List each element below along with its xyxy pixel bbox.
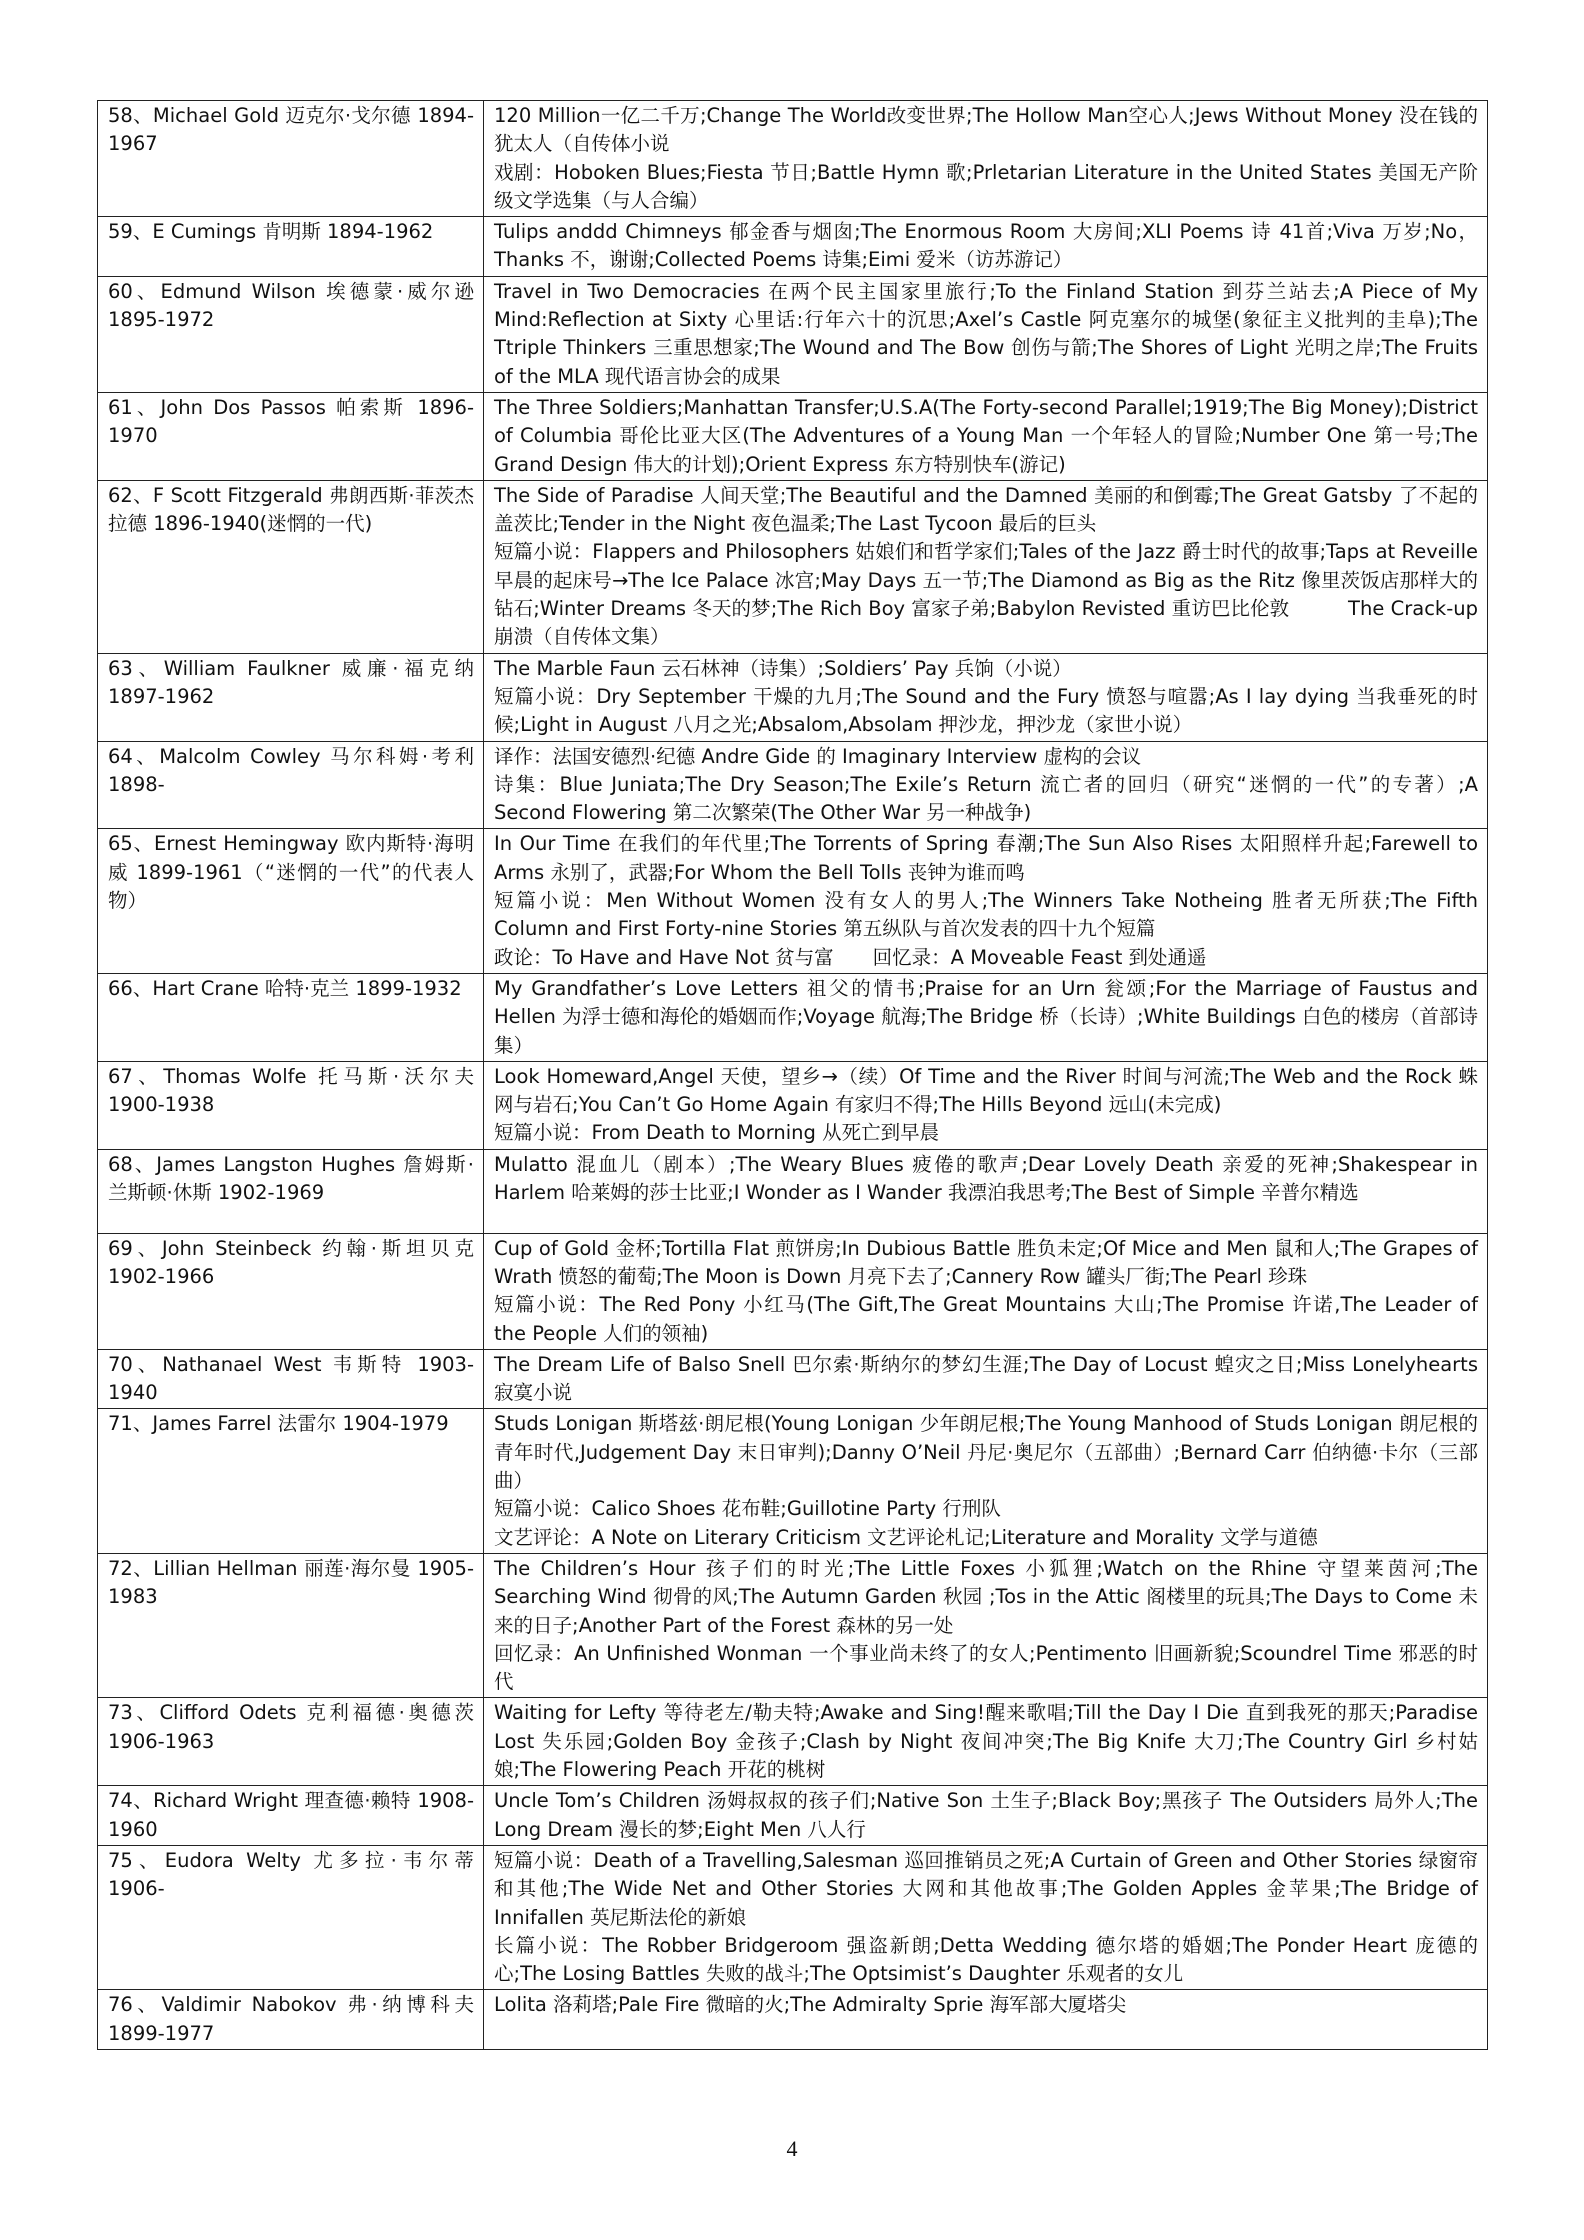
author-cell: 64、Malcolm Cowley 马尔科姆·考利 1898- (98, 741, 484, 829)
table-row (98, 1409, 1488, 1553)
works-line: Cup of Gold 金杯;Tortilla Flat 煎饼房;In Dubious Battle 胜负未定;Of Mice and Men 鼠和人;The Grapes of Wrath 愤怒的葡萄;The Moon is Down 月亮下去了;Cannery Row 罐头厂街;The Pearl 珍珠 (494, 1236, 1478, 1288)
table-row (98, 480, 1488, 653)
works-line: In Our Time 在我们的年代里;The Torrents of Spring 春潮;The Sun Also Rises 太阳照样升起;Farewell to Arms 永别了，武器;For Whom the Bell Tolls 丧钟为谁而鸣 (494, 832, 1478, 884)
works-line: Lolita 洛莉塔;Pale Fire 微暗的火;The Admiralty Sprie 海军部大厦塔尖 (494, 1993, 1127, 2017)
table-body (98, 101, 1488, 2050)
works-cell (484, 1061, 1488, 1149)
works-cell (484, 1990, 1488, 2050)
author-cell: 75、Eudora Welty 尤多拉·韦尔蒂 1906- (98, 1845, 484, 1989)
works-cell (484, 1845, 1488, 1989)
works-line: 文艺评论：A Note on Literary Criticism 文艺评论札记;Literature and Morality 文学与道德 (494, 1525, 1318, 1549)
table-row (98, 1845, 1488, 1989)
works-line: 长篇小说：The Robber Bridgeroom 强盗新朗;Detta Wedding 德尔塔的婚姻;The Ponder Heart 庞德的心;The Losing Battles 失败的战斗;The Optsimist’s Daughter 乐观者的女儿 (494, 1933, 1478, 1986)
works-line: 短篇小说：Men Without Women 没有女人的男人;The Winners Take Notheing 胜者无所获;The Fifth Column and First Forty-nine Stories 第五纵队与首次发表的四十九个短篇 (494, 889, 1478, 941)
table-row (98, 1349, 1488, 1409)
works-line: Travel in Two Democracies 在两个民主国家里旅行;To the Finland Station 到芬兰站去;A Piece of My Mind:Reflection at Sixty 心里话:行年六十的沉思;Axel’s Castle 阿克塞尔的城堡(象征主义批判的圭阜);The Ttriple Thinkers 三重思想家;The Wound and The Bow 创伤与箭;The Shores of Light 光明之岸;The Fruits of the MLA 现代语言协会的成果 (494, 279, 1478, 388)
works-line: 戏剧：Hoboken Blues;Fiesta 节日;Battle Hymn 歌;Prletarian Literature in the United States 美国无产阶级文学选集（与人合编） (494, 160, 1478, 212)
table-row (98, 1553, 1488, 1697)
table-row (98, 1990, 1488, 2050)
works-line: The Children’s Hour 孩子们的时光;The Little Foxes 小狐狸;Watch on the Rhine 守望莱茵河;The Searching Wind 彻骨的风;The Autumn Garden 秋园 ;Tos in the Attic 阁楼里的玩具;The Days to Come 未来的日子;Another Part of the Forest 森林的另一处 (494, 1556, 1478, 1637)
author-cell: 63、William Faulkner 威廉·福克纳 1897-1962 (98, 653, 484, 741)
works-line: The Three Soldiers;Manhattan Transfer;U.S.A(The Forty-second Parallel;1919;The Big Money);District of Columbia 哥伦比亚大区(The Adventures of a Young Man 一个年轻人的冒险;Number One 第一号;The Grand Design 伟大的计划);Orient Express 东方特别快车(游记) (494, 395, 1478, 476)
works-cell (484, 741, 1488, 829)
author-cell: 74、Richard Wright 理查德·赖特 1908-1960 (98, 1786, 484, 1846)
table-row (98, 1061, 1488, 1149)
table-row (98, 829, 1488, 973)
works-line: The Dream Life of Balso Snell 巴尔索·斯纳尔的梦幻生涯;The Day of Locust 蝗灾之日;Miss Lonelyhearts 寂寞小说 (494, 1352, 1478, 1405)
works-cell (484, 1233, 1488, 1349)
works-line: Mulatto 混血儿（剧本）;The Weary Blues 疲倦的歌声;Dear Lovely Death 亲爱的死神;Shakespear in Harlem 哈莱姆的莎士比亚;I Wonder as I Wander 我漂泊我思考;The Best of Simple 辛普尔精选 (494, 1152, 1478, 1204)
works-line: Waiting for Lefty 等待老左/勒夫特;Awake and Sing!醒来歌唱;Till the Day I Die 直到我死的那天;Paradise Lost 失乐园;Golden Boy 金孩子;Clash by Night 夜间冲突;The Big Knife 大刀;The Country Girl 乡村姑娘;The Flowering Peach 开花的桃树 (494, 1701, 1478, 1782)
table-row (98, 741, 1488, 829)
table-row (98, 1149, 1488, 1233)
table-row (98, 1786, 1488, 1846)
table-row (98, 392, 1488, 480)
author-cell: 66、Hart Crane 哈特·克兰 1899-1932 (98, 973, 484, 1061)
author-cell: 70、Nathanael West 韦斯特 1903-1940 (98, 1349, 484, 1409)
works-line: 短篇小说：The Red Pony 小红马(The Gift,The Great Mountains 大山;The Promise 许诺,The Leader of the People 人们的领袖) (494, 1293, 1478, 1345)
table-row (98, 653, 1488, 741)
table-row (98, 276, 1488, 392)
works-cell (484, 973, 1488, 1061)
table-row (98, 973, 1488, 1061)
works-cell (484, 480, 1488, 653)
works-cell (484, 1349, 1488, 1409)
table-row (98, 217, 1488, 277)
works-line: 短篇小说：From Death to Morning 从死亡到早晨 (494, 1121, 940, 1145)
document-page (97, 100, 1488, 2050)
works-cell (484, 217, 1488, 277)
works-cell (484, 101, 1488, 217)
author-cell: 73、Clifford Odets 克利福德·奥德茨 1906-1963 (98, 1698, 484, 1786)
works-line: 短篇小说：Death of a Travelling,Salesman 巡回推销员之死;A Curtain of Green and Other Stories 绿窗帘和其他;The Wide Net and Other Stories 大网和其他故事;The Golden Apples 金苹果;The Bridge of Innifallen 英尼斯法伦的新娘 (494, 1848, 1478, 1929)
authors-works-table (97, 100, 1488, 2050)
author-cell: 61、John Dos Passos 帕索斯 1896-1970 (98, 392, 484, 480)
author-cell: 76、Valdimir Nabokov 弗·纳博科夫 1899-1977 (98, 1990, 484, 2050)
works-line: Look Homeward,Angel 天使，望乡→（续）Of Time and the River 时间与河流;The Web and the Rock 蛛网与岩石;You Can’t Go Home Again 有家归不得;The Hills Beyond 远山(未完成) (494, 1064, 1478, 1117)
table-row (98, 1233, 1488, 1349)
author-cell: 65、Ernest Hemingway 欧内斯特·海明威 1899-1961（“迷惘的一代”的代表人物） (98, 829, 484, 973)
author-cell: 68、James Langston Hughes 詹姆斯·兰斯顿·休斯 1902-1969 (98, 1149, 484, 1233)
works-line: The Side of Paradise 人间天堂;The Beautiful and the Damned 美丽的和倒霉;The Great Gatsby 了不起的盖茨比;Tender in the Night 夜色温柔;The Last Tycoon 最后的巨头 (494, 483, 1478, 536)
works-cell (484, 1553, 1488, 1697)
author-cell: 60、Edmund Wilson 埃德蒙·威尔逊 1895-1972 (98, 276, 484, 392)
works-cell (484, 392, 1488, 480)
page-number: 4 (786, 2136, 798, 2161)
works-line: Studs Lonigan 斯塔兹·朗尼根(Young Lonigan 少年朗尼根;The Young Manhood of Studs Lonigan 朗尼根的青年时代,Judgement Day 末日审判);Danny O’Neil 丹尼·奥尼尔（五部曲）;Bernard Carr 伯纳德·卡尔（三部曲） (494, 1412, 1478, 1493)
works-line: 译作：法国安德烈·纪德 Andre Gide 的 Imaginary Interview 虚构的会议 (494, 744, 1141, 768)
works-line: 回忆录：An Unfinished Wonman 一个事业尚未终了的女人;Pentimento 旧画新貌;Scoundrel Time 邪恶的时代 (494, 1641, 1478, 1694)
works-cell (484, 653, 1488, 741)
works-cell (484, 276, 1488, 392)
works-line: 诗集：Blue Juniata;The Dry Season;The Exile’s Return 流亡者的回归（研究“迷惘的一代”的专著）;A Second Flowering 第二次繁荣(The Other War 另一种战争) (494, 772, 1478, 825)
works-line: 短篇小说：Flappers and Philosophers 姑娘们和哲学家们;Tales of the Jazz 爵士时代的故事;Taps at Reveille 早晨的起床号→The Ice Palace 冰宫;May Days 五一节;The Diamond as Big as the Ritz 像里茨饭店那样大的钻石;Winter Dreams 冬天的梦;The Rich Boy 富家子弟;Babylon Revisted 重访巴比伦敦 The Crack-up 崩溃（自传体文集） (494, 540, 1478, 649)
works-cell (484, 1786, 1488, 1846)
works-line: My Grandfather’s Love Letters 祖父的情书;Praise for an Urn 瓮颂;For the Marriage of Faustus and Hellen 为浮士德和海伦的婚姻而作;Voyage 航海;The Bridge 桥（长诗）;White Buildings 白色的楼房（首部诗集） (494, 976, 1478, 1057)
author-cell: 62、F Scott Fitzgerald 弗朗西斯·菲茨杰拉德 1896-1940(迷惘的一代) (98, 480, 484, 653)
works-line: Uncle Tom’s Children 汤姆叔叔的孩子们;Native Son 土生子;Black Boy;黑孩子 The Outsiders 局外人;The Long Dream 漫长的梦;Eight Men 八人行 (494, 1789, 1478, 1841)
author-cell: 72、Lillian Hellman 丽莲·海尔曼 1905-1983 (98, 1553, 484, 1697)
works-cell (484, 1698, 1488, 1786)
works-line: Tulips anddd Chimneys 郁金香与烟囱;The Enormous Room 大房间;XLI Poems 诗 41首;Viva 万岁;No， Thanks 不，谢谢;Collected Poems 诗集;Eimi 爱米（访苏游记） (494, 220, 1478, 272)
works-line: 120 Million一亿二千万;Change The World改变世界;The Hollow Man空心人;Jews Without Money 没在钱的犹太人（自传体小说 (494, 104, 1478, 156)
works-cell (484, 829, 1488, 973)
works-line: 短篇小说：Dry September 干燥的九月;The Sound and the Fury 愤怒与喧嚣;As I lay dying 当我垂死的时候;Light in August 八月之光;Absalom,Absolam 押沙龙，押沙龙（家世小说） (494, 684, 1478, 737)
works-line: 短篇小说：Calico Shoes 花布鞋;Guillotine Party 行刑队 (494, 1497, 1001, 1521)
table-row (98, 1698, 1488, 1786)
author-cell: 69、John Steinbeck 约翰·斯坦贝克 1902-1966 (98, 1233, 484, 1349)
table-row (98, 101, 1488, 217)
author-cell: 59、E Cumings 肯明斯 1894-1962 (98, 217, 484, 277)
author-cell: 67、Thomas Wolfe 托马斯·沃尔夫 1900-1938 (98, 1061, 484, 1149)
works-cell (484, 1409, 1488, 1553)
works-line: 政论：To Have and Have Not 贫与富 回忆录：A Moveable Feast 到处通遥 (494, 945, 1207, 969)
works-line: The Marble Faun 云石林神（诗集）;Soldiers’ Pay 兵饷（小说） (494, 656, 1072, 680)
author-cell: 58、Michael Gold 迈克尔·戈尔德 1894-1967 (98, 101, 484, 217)
author-cell: 71、James Farrel 法雷尔 1904-1979 (98, 1409, 484, 1553)
works-cell (484, 1149, 1488, 1233)
